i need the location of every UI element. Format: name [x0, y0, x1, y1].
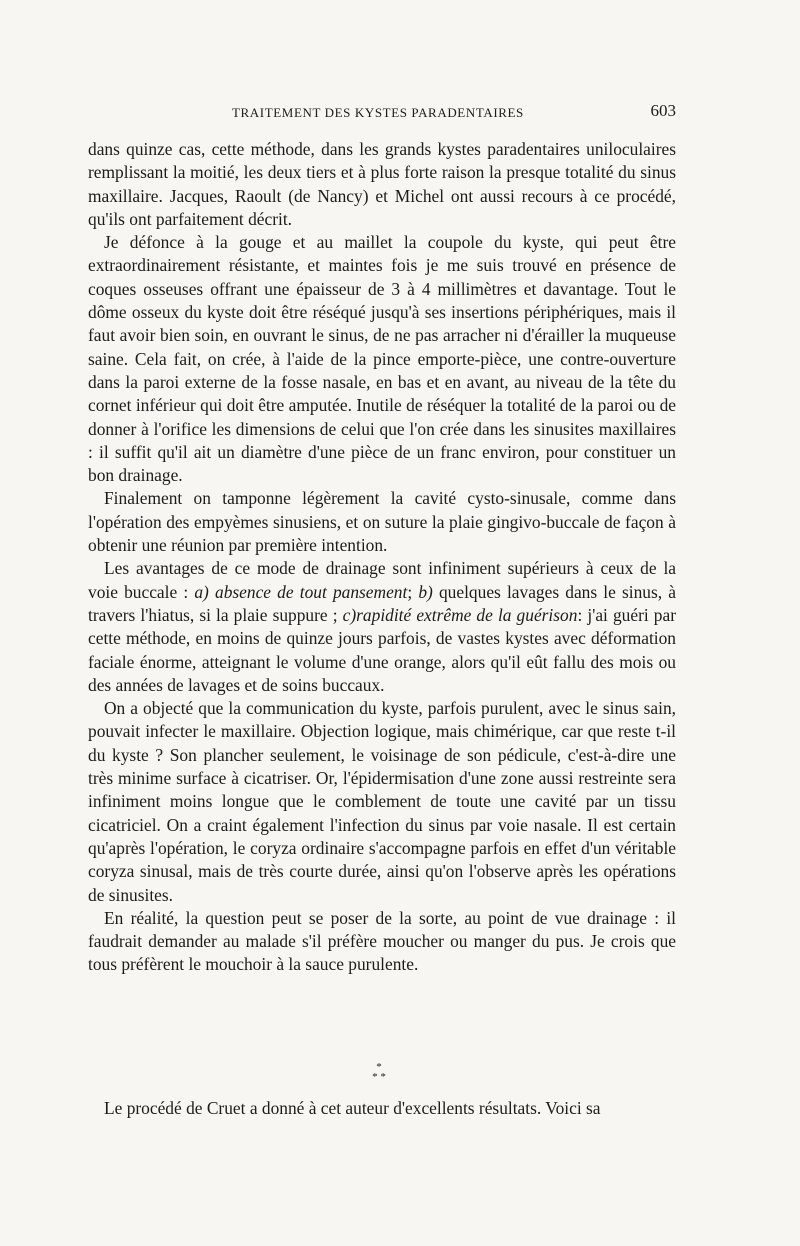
paragraph-5: On a objecté que la communication du kyste, parfois purulent, avec le sinus sain, pouvait infecter le maxillaire. Objection logique, mais chimérique, car que reste t-il du kyste ? Son plancher seulement, le voisinage de son pédicule, c'est-à-dire une très minime surface à cicatriser. Or, l'épidermisation d'une zone aussi restreinte sera infiniment moins longue que le comblement de toute une cavité par un tissu cicatriciel. On a craint également l'infection du sinus par voie nasale. Il est certain qu'après l'opération, le coryza ordinaire s'accompagne parfois en effet d'un véritable coryza sinusal, mais de très courte durée, ainsi qu'on l'observe après les opérations de sinusites.: [88, 698, 676, 905]
section-separator: [364, 1062, 394, 1082]
paragraph-4-part1: Les avantages de ce mode de drainage sont infiniment supérieurs à ceux de la voie buccale :: [88, 558, 676, 602]
item-b-label: b): [418, 581, 433, 602]
paragraph-6: En réalité, la question peut se poser de la sorte, au point de vue drainage : il faudrait demander au malade s'il préfère moucher ou manger du pus. Je crois que tous préfèrent le mouchoir à la sauce purulente.: [88, 907, 676, 975]
separator-star-top: *: [376, 1061, 382, 1073]
final-paragraph: Le procédé de Cruet a donné à cet auteur d'excellents résultats. Voici sa: [104, 1098, 601, 1118]
item-a-text: absence de tout pansement: [215, 581, 408, 602]
item-a-label: a): [194, 581, 209, 602]
page-body: [88, 138, 676, 977]
paragraph-4: [88, 557, 676, 697]
item-c-text: rapidité extrême de la guérison: [356, 604, 578, 625]
page-header: [88, 101, 676, 127]
running-title: TRAITEMENT DES KYSTES PARADENTAIRES: [232, 105, 524, 120]
paragraph-3: Finalement on tamponne légèrement la cavité cysto-sinusale, comme dans l'opération des empyèmes sinusiens, et on suture la plaie gingivo-buccale de façon à obtenir une réunion par première intention.: [88, 488, 676, 556]
page-number: 603: [650, 101, 676, 120]
paragraph-1: dans quinze cas, cette méthode, dans les grands kystes paradentaires uniloculaires remplissant la moitié, les deux tiers et à plus forte raison la presque totalité du sinus maxillaire. Jacques, Raoult (de Nancy) et Michel ont aussi recours à ce procédé, qu'ils ont parfaitement décrit.: [88, 139, 676, 229]
paragraph-4-part2: ;: [407, 581, 419, 602]
paragraph-4-part3: : j'ai guéri par cette méthode, en moins de quinze jours parfois, de vastes kystes avec déformation faciale énorme, atteignant le volume d'une orange, alors qu'il eût fallu des mois ou des années de lavages et de soins buccaux.: [88, 604, 676, 695]
item-c-label: c): [342, 604, 357, 625]
item-b-text: quelques lavages dans le sinus, à travers l'hiatus, si la plaie suppure ;: [88, 581, 676, 625]
paragraph-2: Je défonce à la gouge et au maillet la coupole du kyste, qui peut être extraordinairement résistante, et maintes fois je me suis trouvé en présence de coques osseuses offrant une épaisseur de 3 à 4 millimètres et davantage. Tout le dôme osseux du kyste doit être réséqué jusqu'à ses insertions périphériques, mais il faut avoir bien soin, en ouvrant le sinus, de ne pas arracher ni d'érailler la muqueuse saine. Cela fait, on crée, à l'aide de la pince emporte-pièce, une contre-ouverture dans la paroi externe de la fosse nasale, en bas et en avant, au niveau de la tête du cornet inférieur qui doit être amputée. Inutile de réséquer la totalité de la paroi ou de donner à l'orifice les dimensions de celui que l'on crée dans les sinusites maxillaires : il suffit qu'il ait un diamètre d'une pièce de un franc environ, pour constituer un bon drainage.: [88, 232, 676, 486]
separator-star-bottom: * *: [372, 1071, 386, 1083]
